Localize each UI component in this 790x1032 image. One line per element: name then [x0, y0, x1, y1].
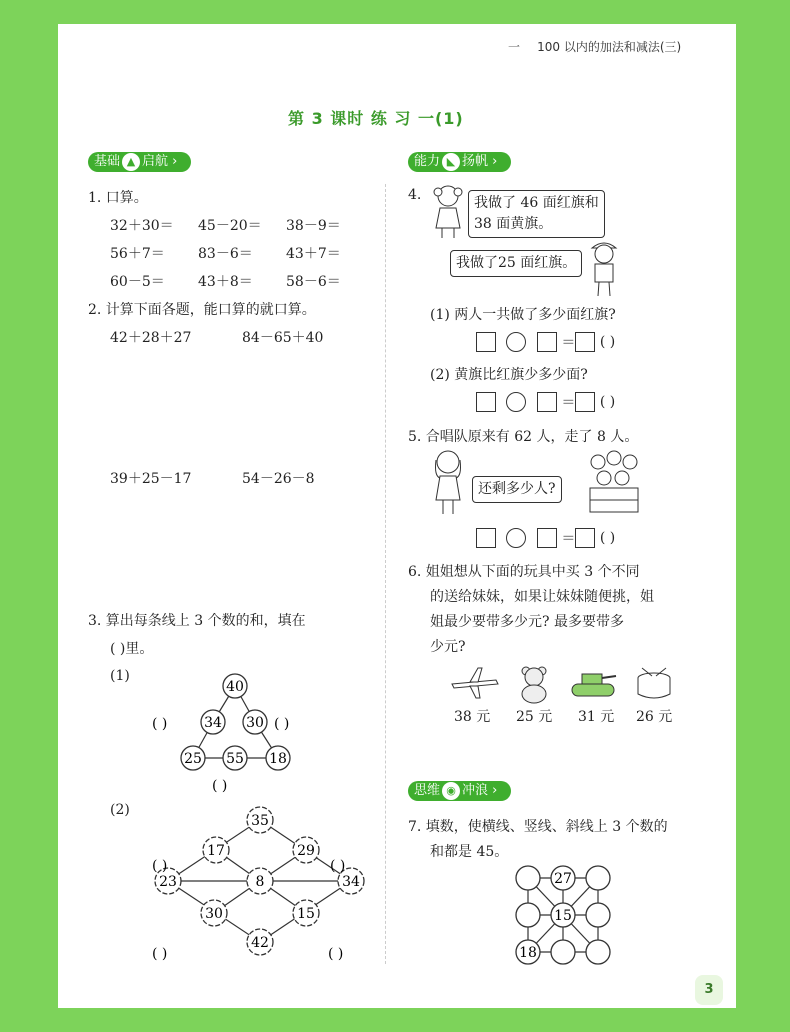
operator-circle[interactable] — [506, 528, 526, 548]
q4-answer-row-2 — [476, 392, 615, 412]
tri-paren-left: ( ) — [152, 716, 168, 732]
diamond-paren: ( ) — [152, 946, 168, 962]
diamond-node — [203, 837, 229, 863]
tri-node — [201, 710, 225, 734]
price-label: 31 元 — [578, 709, 615, 725]
tri-node-value: 34 — [204, 715, 222, 731]
q6-line: 姐最少要带多少元? 最多要带多 — [430, 614, 624, 630]
badge-ability: 能力 ◣ 扬帆 › — [408, 152, 511, 172]
tri-paren-bottom: ( ) — [212, 778, 228, 794]
q6-line: 6. 姐姐想从下面的玩具中买 3 个不同 — [408, 564, 640, 580]
diamond-diagram — [138, 802, 398, 992]
grid-cell[interactable] — [586, 866, 610, 890]
unit-paren: ( ) — [599, 334, 616, 350]
boy-illustration — [586, 238, 622, 298]
grid-cell[interactable] — [586, 940, 610, 964]
magic-square-grid — [508, 862, 618, 968]
grid-cell[interactable] — [551, 940, 575, 964]
q5-text: 5. 合唱队原来有 62 人，走了 8 人。 — [408, 429, 639, 445]
diamond-node-value: 35 — [251, 813, 269, 829]
badge-basic: 基础 ▲ 启航 › — [88, 152, 191, 172]
answer-box[interactable] — [476, 332, 496, 352]
badge-thinking-left: 思维 — [414, 783, 441, 798]
tri-node-value: 18 — [269, 751, 287, 767]
wave-icon: ◉ — [442, 782, 460, 800]
q4-sub1: (1) 两人一共做了多少面红旗? — [430, 307, 616, 323]
price-label: 38 元 — [454, 709, 491, 725]
q2-item: 42＋28＋27 — [110, 330, 192, 346]
grid-cell-value: 18 — [519, 945, 537, 961]
answer-box[interactable] — [537, 332, 557, 352]
girl-speech-line: 我做了 46 面红旗和 — [474, 195, 599, 211]
grid-cell-value: 15 — [554, 908, 572, 924]
diamond-paren: ( ) — [328, 946, 344, 962]
q3-sub1: (1) — [110, 668, 130, 684]
q2-label: 2. 计算下面各题，能口算的就口算。 — [88, 302, 316, 318]
grid-cell-value: 27 — [554, 871, 572, 887]
tri-node-value: 25 — [184, 751, 202, 767]
q7-line: 和都是 45。 — [430, 844, 509, 860]
toy-drum-icon — [634, 664, 674, 702]
toy-tank-icon — [568, 666, 618, 702]
diamond-node — [293, 837, 319, 863]
q4-answer-row-1 — [476, 332, 615, 352]
q2-item: 84－65＋40 — [242, 330, 324, 346]
price-label: 25 元 — [516, 709, 553, 725]
grid-cell[interactable] — [551, 866, 575, 890]
answer-box[interactable] — [537, 528, 557, 548]
header-chapter: 100 以内的加法和减法(三) — [537, 40, 682, 54]
diamond-node — [293, 900, 319, 926]
diamond-node — [247, 929, 273, 955]
q5-answer-row — [476, 528, 615, 548]
q1-item: 43＋8＝ — [198, 274, 253, 290]
answer-box[interactable] — [476, 528, 496, 548]
girl-speech-bubble — [468, 190, 605, 238]
q4-num: 4. — [408, 187, 422, 203]
unit-paren: ( ) — [599, 394, 616, 410]
q3-sub2: (2) — [110, 802, 130, 818]
page-number: 3 — [695, 975, 723, 1005]
equals-sign: ＝ — [561, 335, 576, 351]
mountain-icon: ▲ — [122, 153, 140, 171]
choir-illustration — [582, 446, 644, 516]
singer-girl-illustration — [430, 448, 466, 516]
operator-circle[interactable] — [506, 332, 526, 352]
diamond-node-value: 23 — [159, 874, 177, 890]
q7-line: 7. 填数，使横线、竖线、斜线上 3 个数的 — [408, 819, 668, 835]
grid-cell[interactable] — [516, 940, 540, 964]
grid-cell[interactable] — [516, 903, 540, 927]
badge-thinking: 思维 ◉ 冲浪 › — [408, 781, 511, 801]
badge-thinking-right: 冲浪 — [462, 783, 489, 798]
sail-icon: ◣ — [442, 153, 460, 171]
badge-basic-left: 基础 — [94, 154, 121, 169]
tri-node — [223, 674, 247, 698]
q6-line: 少元? — [430, 639, 466, 655]
q1-item: 56＋7＝ — [110, 246, 165, 262]
tri-paren-right: ( ) — [274, 716, 290, 732]
boy-speech-bubble: 我做了25 面红旗。 — [450, 250, 582, 277]
toy-bear-icon — [516, 664, 552, 704]
diamond-node — [201, 900, 227, 926]
unit-paren: ( ) — [599, 530, 616, 546]
grid-cell[interactable] — [551, 903, 575, 927]
page-title: 第 3 课时 练 习 一(1) — [288, 109, 464, 128]
girl-speech-line: 38 面黄旗。 — [474, 216, 553, 232]
diamond-paren: ( ) — [152, 858, 168, 874]
grid-cell[interactable] — [586, 903, 610, 927]
tri-node-value: 30 — [246, 715, 264, 731]
operator-circle[interactable] — [506, 392, 526, 412]
diamond-node-value: 42 — [251, 935, 269, 951]
header-prefix: 一 — [508, 40, 521, 54]
grid-cell[interactable] — [516, 866, 540, 890]
q1-item: 60－5＝ — [110, 274, 165, 290]
answer-box[interactable] — [575, 332, 595, 352]
header-bar — [508, 36, 728, 54]
diamond-node — [247, 868, 273, 894]
triangle-diagram — [138, 664, 378, 804]
q1-item: 38－9＝ — [286, 218, 341, 234]
diamond-node-value: 34 — [342, 874, 360, 890]
tri-node — [223, 746, 247, 770]
q3-label: 3. 算出每条线上 3 个数的和，填在 — [88, 613, 306, 629]
q1-item: 43＋7＝ — [286, 246, 341, 262]
tri-node-value: 40 — [226, 679, 244, 695]
q1-item: 32＋30＝ — [110, 218, 174, 234]
tri-node — [266, 746, 290, 770]
q1-item: 83－6＝ — [198, 246, 253, 262]
girl-illustration — [430, 184, 466, 240]
q1-item: 58－6＝ — [286, 274, 341, 290]
price-label: 26 元 — [636, 709, 673, 725]
equals-sign: ＝ — [561, 531, 576, 547]
q1-label: 1. 口算。 — [88, 190, 148, 206]
diamond-node-value: 8 — [255, 874, 265, 890]
badge-ability-left: 能力 — [414, 154, 441, 169]
diamond-node — [247, 807, 273, 833]
badge-basic-right: 启航 — [142, 154, 169, 169]
tri-node — [181, 746, 205, 770]
q2-item: 39＋25－17 — [110, 471, 192, 487]
q6-line: 的送给妹妹，如果让妹妹随便挑，姐 — [430, 589, 654, 605]
answer-box[interactable] — [476, 392, 496, 412]
q4-sub2: (2) 黄旗比红旗少多少面? — [430, 367, 588, 383]
q5-speech-bubble: 还剩多少人? — [472, 476, 562, 503]
answer-box[interactable] — [575, 528, 595, 548]
badge-ability-right: 扬帆 — [462, 154, 489, 169]
diamond-node-value: 15 — [297, 906, 315, 922]
q1-item: 45－20＝ — [198, 218, 262, 234]
tri-node-value: 55 — [226, 751, 244, 767]
q2-item: 54－26－8 — [242, 471, 315, 487]
tri-node — [243, 710, 267, 734]
worksheet-page — [58, 24, 736, 1008]
answer-box[interactable] — [537, 392, 557, 412]
diamond-paren: ( ) — [330, 858, 346, 874]
diamond-node-value: 29 — [297, 843, 315, 859]
q3-label-cont: ( )里。 — [110, 641, 154, 657]
diamond-node-value: 30 — [205, 906, 223, 922]
equals-sign: ＝ — [561, 395, 576, 411]
toy-airplane-icon — [448, 664, 500, 702]
answer-box[interactable] — [575, 392, 595, 412]
diamond-node-value: 17 — [207, 843, 225, 859]
